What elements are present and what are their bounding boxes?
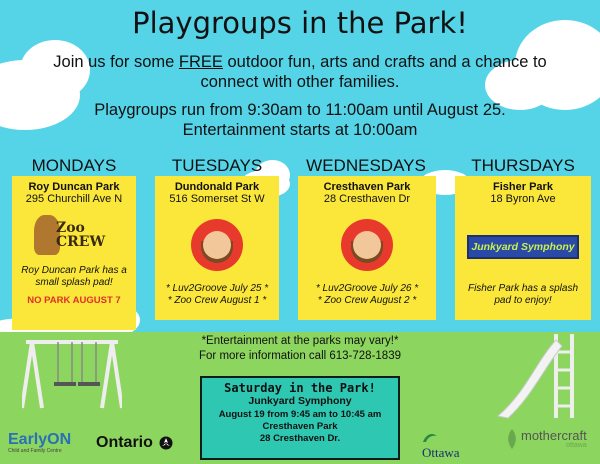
earlyon-logo-subtext: Child and Family Centre — [8, 448, 62, 454]
earlyon-logo-text: EarlyON — [8, 431, 72, 448]
day-heading-thursday: THURSDAYS — [471, 156, 575, 175]
intro-text — [40, 52, 560, 92]
ontario-logo-text: Ontario — [96, 434, 153, 451]
park-address: 28 Cresthaven Dr — [323, 193, 411, 205]
ottawa-logo — [422, 432, 460, 462]
park-name: Dundonald Park — [174, 181, 260, 193]
footer-note-line-1: *Entertainment at the parks may vary!* — [201, 335, 399, 347]
page-title: Playgroups in the Park! — [132, 6, 468, 40]
trillium-icon — [159, 436, 173, 450]
park-note: Roy Duncan Park has a small splash pad! — [21, 265, 127, 288]
park-note-1: * Luv2Groove July 26 * — [315, 283, 419, 294]
ottawa-swoosh-icon — [422, 432, 438, 444]
park-card-tuesday — [155, 176, 279, 320]
schedule-text — [20, 100, 580, 140]
saturday-title: Saturday in the Park! — [224, 381, 376, 395]
junkyard-symphony-logo-text: Junkyard Symphony — [471, 241, 575, 253]
park-note: Fisher Park has a splash pad to enjoy! — [467, 283, 579, 306]
park-address: 516 Somerset St W — [169, 193, 265, 205]
mothercraft-logo-text: mothercraft — [521, 428, 587, 443]
mothercraft-leaf-icon — [506, 428, 518, 450]
intro-before: Join us for some — [53, 53, 179, 71]
swing-set-icon — [22, 338, 122, 410]
park-card-thursday — [455, 176, 591, 320]
earlyon-logo — [8, 432, 71, 454]
saturday-park: Cresthaven Park — [262, 421, 338, 432]
day-heading-wednesday: WEDNESDAYS — [306, 156, 426, 175]
mothercraft-logo-text-group — [521, 429, 587, 449]
park-address: 295 Churchill Ave N — [25, 193, 123, 205]
slide-icon — [496, 332, 576, 420]
footer-note-line-2: For more information call 613-728-1839 — [199, 350, 401, 362]
footer-note — [150, 334, 450, 364]
intro-free: FREE — [178, 53, 223, 71]
park-note-2: * Zoo Crew August 2 * — [317, 295, 417, 306]
saturday-box — [200, 376, 400, 460]
luv2groove-logo-icon — [341, 219, 393, 271]
day-heading-tuesday: TUESDAYS — [171, 156, 263, 175]
ottawa-logo-text: Ottawa — [422, 445, 460, 460]
intro-after: outdoor fun, arts and crafts and a chance to connect with other families. — [200, 53, 547, 91]
park-card-wednesday — [298, 176, 436, 320]
day-heading-monday: MONDAYS — [31, 156, 117, 175]
park-alert: NO PARK AUGUST 7 — [27, 295, 121, 306]
performer-face — [353, 231, 381, 259]
zoo-crew-logo-text: Zoo CREW — [56, 220, 106, 250]
park-name: Fisher Park — [493, 181, 553, 193]
park-address: 18 Byron Ave — [490, 193, 556, 205]
mothercraft-logo — [506, 428, 587, 450]
junkyard-symphony-logo — [467, 235, 579, 259]
park-card-monday — [12, 176, 136, 330]
saturday-act: Junkyard Symphony — [248, 395, 352, 407]
mothercraft-logo-subtext: ottawa — [566, 442, 587, 449]
zoo-crew-logo — [34, 213, 114, 261]
performer-face — [203, 231, 231, 259]
saturday-time: August 19 from 9:45 am to 10:45 am — [218, 409, 382, 420]
luv2groove-logo-icon — [191, 219, 243, 271]
park-name: Cresthaven Park — [323, 181, 411, 193]
park-name: Roy Duncan Park — [28, 181, 120, 193]
park-note-2: * Zoo Crew August 1 * — [167, 295, 267, 306]
saturday-address: 28 Cresthaven Dr. — [259, 433, 341, 444]
schedule-line-2: Entertainment starts at 10:00am — [182, 121, 418, 139]
park-note-1: * Luv2Groove July 25 * — [165, 283, 269, 294]
schedule-line-1: Playgroups run from 9:30am to 11:00am until August 25. — [94, 101, 506, 119]
ontario-logo — [96, 434, 173, 452]
